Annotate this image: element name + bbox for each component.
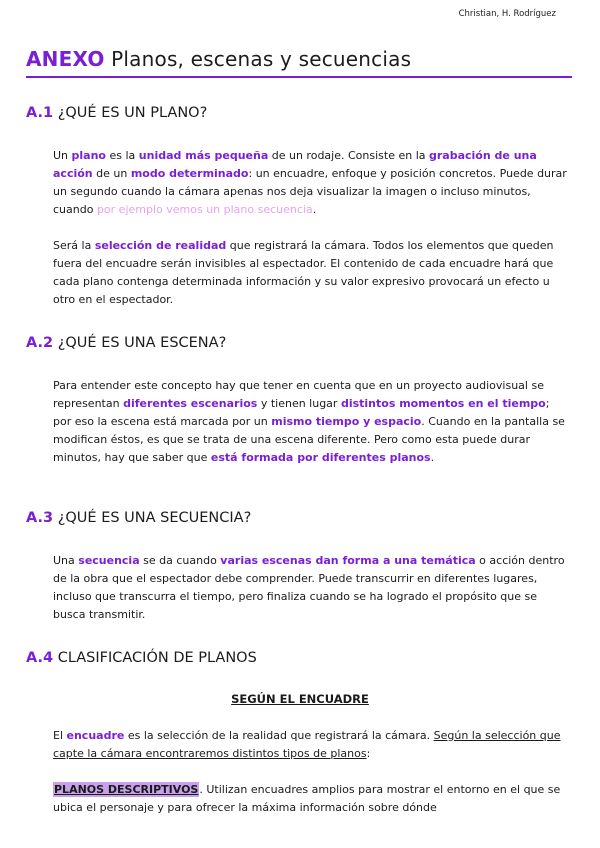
text-run: es la selección de la realidad que registrará la cámara. — [124, 729, 434, 742]
highlight-term: unidad más pequeña — [138, 149, 269, 162]
text-run: Un — [53, 149, 72, 162]
section-title: ¿QUÉ ES UNA SECUENCIA? — [57, 510, 252, 526]
text-run: : — [366, 747, 371, 760]
marked-term: PLANOS DESCRIPTIVOS — [54, 783, 199, 796]
section-heading-a4 — [26, 649, 257, 667]
highlight-term: diferentes escenarios — [123, 397, 258, 410]
text-run: . Utilizan encuadres amplios para mostrar el entorno en el que se ubica el personaje y para ofrecer la máxima información sobre dónde — [53, 783, 561, 814]
highlight-term: está formada por diferentes planos — [210, 451, 431, 464]
section-heading-a2 — [26, 334, 226, 352]
section-title: CLASIFICACIÓN DE PLANOS — [57, 650, 257, 666]
section-number: A.4 — [26, 650, 54, 666]
author-name: Christian, H. Rodríguez — [458, 9, 556, 19]
paragraph-escena-definition — [53, 377, 569, 467]
highlight-term: grabación de una acción — [53, 149, 537, 180]
highlight-term: modo determinado — [130, 167, 249, 180]
section-title: ¿QUÉ ES UN PLANO? — [57, 105, 208, 121]
underlined-text: Según la selección que capte la cámara encontraremos distintos tipos de planos — [53, 729, 561, 760]
section-heading-a1 — [26, 104, 207, 122]
text-run: y tienen lugar — [257, 397, 341, 410]
section-number: A.2 — [26, 335, 54, 351]
paragraph-encuadre-definition — [53, 727, 569, 763]
text-run: de un — [92, 167, 131, 180]
document-title — [26, 46, 572, 78]
highlight-term: mismo tiempo y espacio — [271, 415, 422, 428]
section-number: A.3 — [26, 510, 54, 526]
title-prefix: ANEXO — [26, 47, 105, 71]
light-highlight-term: por ejemplo vemos un plano secuencia — [96, 203, 313, 216]
highlight-term: plano — [71, 149, 106, 162]
highlight-term: distintos momentos en el tiempo — [340, 397, 546, 410]
paragraph-secuencia-definition — [53, 552, 569, 624]
text-run: Será la — [53, 239, 95, 252]
text-run: ; por eso la escena está marcada por un — [53, 397, 550, 428]
highlight-term: selección de realidad — [94, 239, 227, 252]
text-run: es la — [106, 149, 139, 162]
paragraph-planos-descriptivos — [53, 781, 569, 817]
text-run: que registrará la cámara. Todos los elementos que queden fuera del encuadre serán invisibles al espectador. El contenido de cada encuadre hará que cada plano contenga determinada información y su valor expresivo provocará un efecto u otro en el espectador. — [53, 239, 554, 306]
highlight-term: secuencia — [78, 554, 140, 567]
section-number: A.1 — [26, 105, 54, 121]
text-run: . Cuando en la pantalla se modifican éstos, es que se trata de una escena diferente. Pero como esta puede durar minutos, hay que saber que — [53, 415, 565, 464]
text-run: o acción dentro de la obra que el espectador debe comprender. Puede transcurrir en diferentes lugares, incluso que transcurra el tiempo, pero finaliza cuando se ha logrado el propósito que se busca transmitir. — [53, 554, 565, 621]
title-text: Planos, escenas y secuencias — [111, 47, 412, 71]
paragraph-plano-realidad — [53, 237, 569, 309]
highlight-term: encuadre — [66, 729, 125, 742]
text-run: Una — [53, 554, 79, 567]
text-run: Para entender este concepto hay que tener en cuenta que en un proyecto audiovisual se representan — [53, 379, 544, 410]
text-run: se da cuando — [139, 554, 221, 567]
section-heading-a3 — [26, 509, 251, 527]
paragraph-plano-definition — [53, 147, 569, 219]
section-title: ¿QUÉ ES UNA ESCENA? — [57, 335, 227, 351]
text-run: . — [312, 203, 317, 216]
text-run: El — [53, 729, 67, 742]
subheading-segun-encuadre: SEGÚN EL ENCUADRE — [231, 692, 369, 706]
text-run: . — [430, 451, 435, 464]
highlight-term: varias escenas dan forma a una temática — [220, 554, 476, 567]
text-run: : un encuadre, enfoque y posición concretos. Puede durar un segundo cuando la cámara apenas nos deja visualizar la imagen o incluso minutos, cuando — [53, 167, 567, 216]
text-run: de un rodaje. Consiste en la — [268, 149, 429, 162]
